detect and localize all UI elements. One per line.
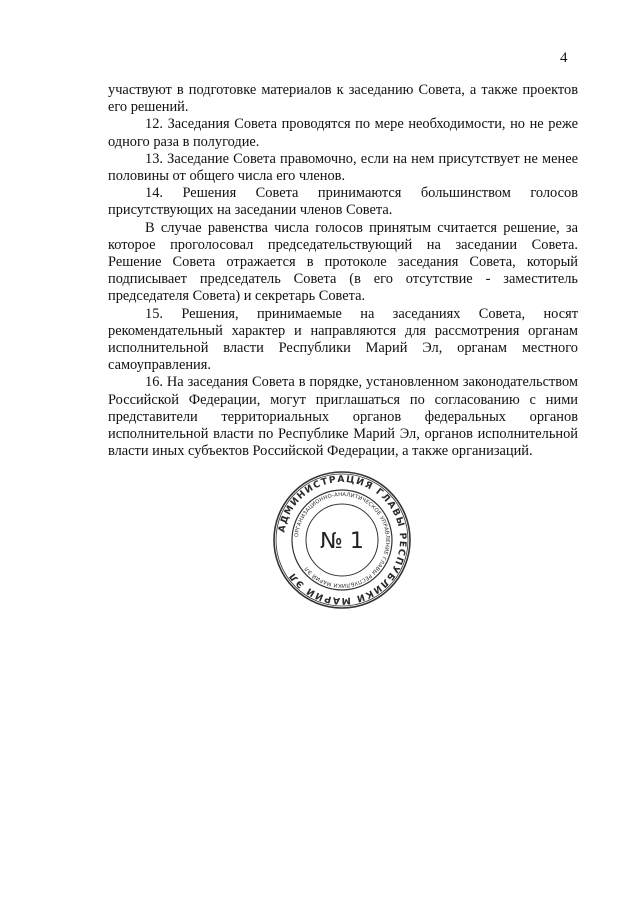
- stamp-number: № 1: [320, 529, 364, 554]
- paragraph-13: 13. Заседание Совета правомочно, если на нем присутствует не менее половины от общего числа его членов.: [108, 150, 578, 185]
- official-stamp: [272, 470, 412, 610]
- document-body: [108, 82, 578, 460]
- stamp-seal-icon: [272, 470, 412, 610]
- paragraph-12: 12. Заседания Совета проводятся по мере необходимости, но не реже одного раза в полугодие.: [108, 116, 578, 150]
- paragraph-continuation: участвуют в подготовке материалов к заседанию Совета, а также проектов его решений.: [108, 82, 578, 116]
- paragraph-14: 14. Решения Совета принимаются большинством голосов присутствующих на заседании членов Совета.: [108, 185, 578, 219]
- paragraph-16: 16. На заседания Совета в порядке, установленном законодательством Российской Федерации, могут приглашаться по согласованию с ними представители территориальных органов федеральных органов исполнительной власти по Республике Марий Эл, органов исполнительной власти иных субъектов Российской Федерации, а также организаций.: [108, 374, 578, 460]
- paragraph-15: 15. Решения, принимаемые на заседаниях Совета, носят рекомендательный характер и направляются для рассмотрения органам исполнительной власти Республики Марий Эл, органам местного самоуправления.: [108, 305, 578, 374]
- page-number: 4: [560, 50, 568, 66]
- stamp-outer-text: АДМИНИСТРАЦИЯ ГЛАВЫ РЕСПУБЛИКИ МАРИЙ ЭЛ: [276, 473, 409, 607]
- stamp-inner-text: ОРГАНИЗАЦИОННО-АНАЛИТИЧЕСКОЕ УПРАВЛЕНИЕ ГЛАВЫ РЕСПУБЛИКИ МАРИЙ ЭЛ: [294, 491, 391, 589]
- paragraph-14-tie-vote: В случае равенства числа голосов принятым считается решение, за которое проголосовал председательствующий на заседании Совета. Решение Совета отражается в протоколе заседания Совета, который подписывает председатель Совета (в его отсутствие - заместитель председателя Совета) и секретарь Совета.: [108, 219, 578, 305]
